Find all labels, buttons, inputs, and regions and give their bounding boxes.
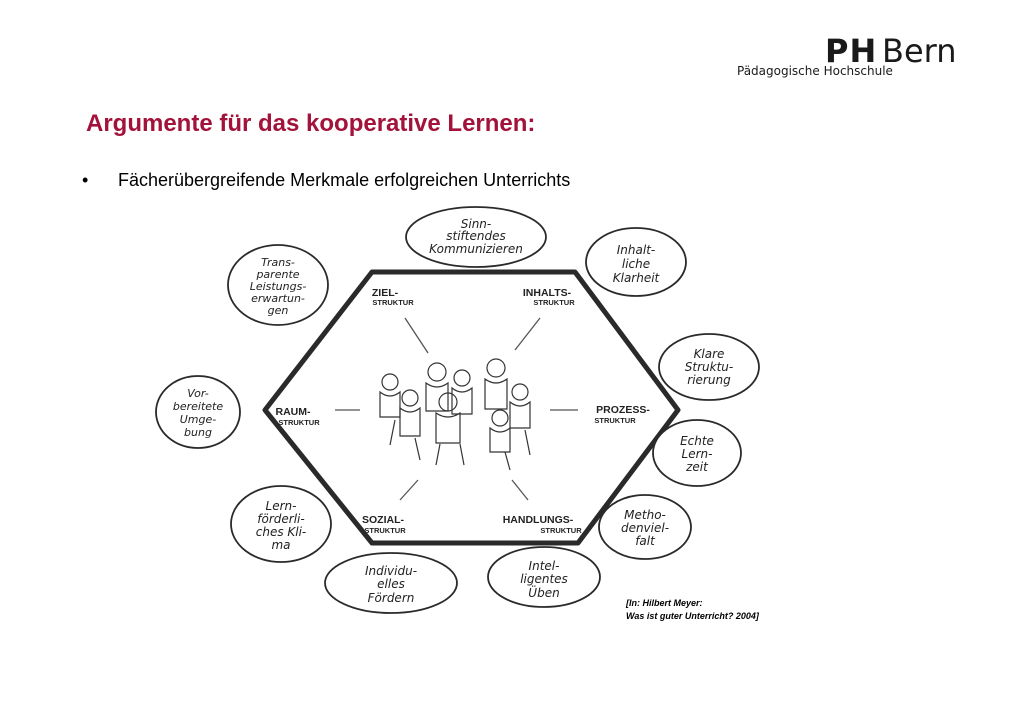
- bubble-trans-line3: Leistungs-: [249, 280, 307, 293]
- struct-handlung-title: HANDLUNGS-: [502, 514, 574, 526]
- bubble-indiv-line1: Individu-: [364, 564, 418, 578]
- logo-ph: PH: [825, 32, 878, 70]
- struct-ziel-sub: STRUKTUR: [372, 298, 414, 307]
- bubble-inhalt-line3: Klarheit: [612, 271, 660, 285]
- people-group-sketch: [380, 359, 530, 470]
- bubble-trans-line2: parente: [256, 268, 300, 281]
- struct-inhalt-title: INHALTS-: [522, 287, 572, 299]
- bullet-text: Fächerübergreifende Merkmale erfolgreichen Unterrichts: [118, 170, 571, 190]
- bubble-inhalt-line2: liche: [621, 257, 651, 271]
- logo-bern: Bern: [882, 32, 957, 70]
- bullet-symbol: •: [82, 170, 89, 190]
- bubble-klare-line1: Klare: [693, 347, 725, 361]
- bubble-vor-line1: Vor-: [187, 387, 209, 400]
- bubble-vor-line3: Umge-: [179, 413, 217, 426]
- bubble-trans-line1: Trans-: [261, 256, 295, 269]
- bubble-lern-line3: ches Kli-: [255, 525, 307, 539]
- bubble-trans-line4: erwartun-: [251, 292, 305, 305]
- bubble-sinn-line3: Kommunizieren: [429, 242, 523, 256]
- logo-subtitle: Pädagogische Hochschule: [737, 64, 893, 78]
- bubble-sinn-line2: stiftendes: [446, 229, 506, 243]
- bubble-lern-line4: ma: [271, 538, 291, 552]
- bubble-echte-line3: zeit: [686, 460, 708, 474]
- struct-handlung-sub: STRUKTUR: [540, 526, 582, 535]
- bubble-intel-line3: Üben: [528, 586, 560, 600]
- struct-prozess-title: PROZESS-: [596, 404, 650, 416]
- bubble-echte-line2: Lern-: [681, 447, 713, 461]
- bubble-trans-line5: gen: [267, 304, 289, 317]
- bubble-metho-line3: falt: [635, 534, 655, 548]
- citation: [626, 597, 759, 623]
- struct-sozial-title: SOZIAL-: [362, 514, 404, 526]
- bubble-echte-line1: Echte: [680, 434, 714, 448]
- bubble-vor-line2: bereitete: [172, 400, 224, 413]
- bubble-intel-line2: ligentes: [520, 572, 568, 586]
- struct-prozess-sub: STRUKTUR: [594, 416, 636, 425]
- bubble-metho-line2: denviel-: [620, 521, 670, 535]
- bubble-inhalt-line1: Inhalt-: [616, 243, 656, 257]
- bubble-vor-line4: bung: [184, 426, 212, 439]
- struct-raum-title: RAUM-: [275, 406, 311, 418]
- citation-line2: Was ist guter Unterricht? 2004]: [626, 611, 759, 621]
- struct-raum-sub: STRUKTUR: [278, 418, 320, 427]
- bubble-klare-line3: rierung: [687, 373, 731, 387]
- bubble-intel-line1: Intel-: [528, 559, 560, 573]
- bubble-indiv-line2: elles: [377, 577, 405, 591]
- slide-title: Argumente für das kooperative Lernen:: [86, 110, 536, 137]
- spokes: [335, 318, 578, 500]
- struct-ziel-title: ZIEL-: [371, 287, 399, 299]
- bubble-lern-line1: Lern-: [265, 499, 297, 513]
- bubble-klare-line2: Struktu-: [684, 360, 734, 374]
- bubble-lern-line2: förderli-: [257, 512, 305, 526]
- bubble-metho-line1: Metho-: [624, 508, 666, 522]
- struct-inhalt-sub: STRUKTUR: [533, 298, 575, 307]
- citation-line1: [In: Hilbert Meyer:: [626, 598, 703, 608]
- struct-sozial-sub: STRUKTUR: [364, 526, 406, 535]
- bubble-sinn-line1: Sinn-: [460, 217, 492, 231]
- bubble-indiv-line3: Fördern: [367, 591, 415, 605]
